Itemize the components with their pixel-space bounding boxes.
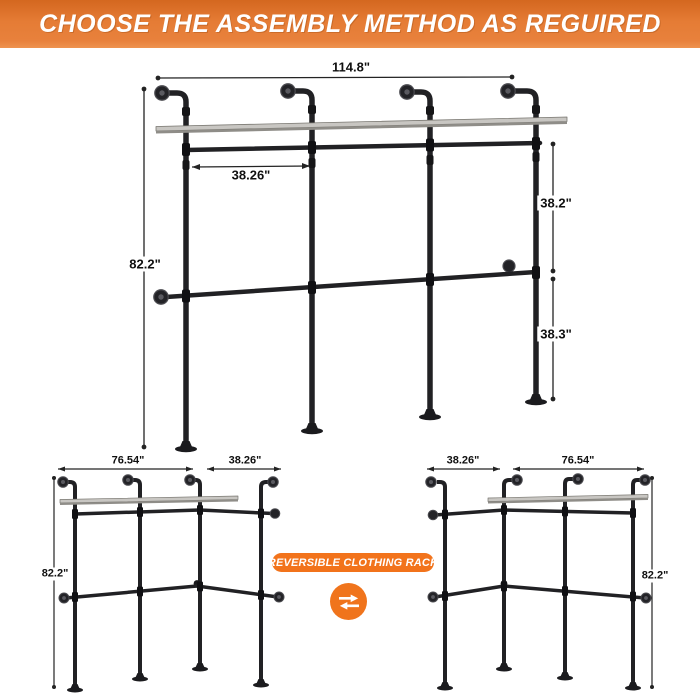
main-rack-drawing xyxy=(142,75,567,453)
corner-left-drawing xyxy=(52,467,284,693)
shelf xyxy=(60,496,238,505)
dim-height: 82.2" xyxy=(126,257,163,272)
dim-right-height: 82.2" xyxy=(639,570,672,583)
dim-bay-width: 38.26" xyxy=(231,167,271,183)
corner-right-drawing xyxy=(426,467,654,691)
reverse-arrows-icon xyxy=(330,583,367,620)
wall-flange-icon xyxy=(155,84,515,100)
dim-right-front: 76.54" xyxy=(561,454,595,467)
shelf xyxy=(156,117,567,134)
shelf xyxy=(488,495,648,504)
dim-left-side: 38.26" xyxy=(228,454,262,467)
reverse-arrows-glyph xyxy=(334,587,364,617)
dim-right-side: 38.26" xyxy=(446,454,480,467)
floor-flange-icon xyxy=(175,394,547,452)
dim-upper-section: 38.2" xyxy=(537,196,574,211)
dim-total-width: 114.8" xyxy=(332,59,370,75)
dim-left-front: 76.54" xyxy=(111,454,145,467)
reversible-badge xyxy=(267,553,439,572)
banner-title: CHOOSE THE ASSEMBLY METHOD AS REGUIRED xyxy=(39,9,661,38)
dim-lower-section: 38.3" xyxy=(537,327,574,342)
dim-left-height: 82.2" xyxy=(39,568,72,581)
reversible-badge-label: REVERSIBLE CLOTHING RACK xyxy=(267,556,439,569)
